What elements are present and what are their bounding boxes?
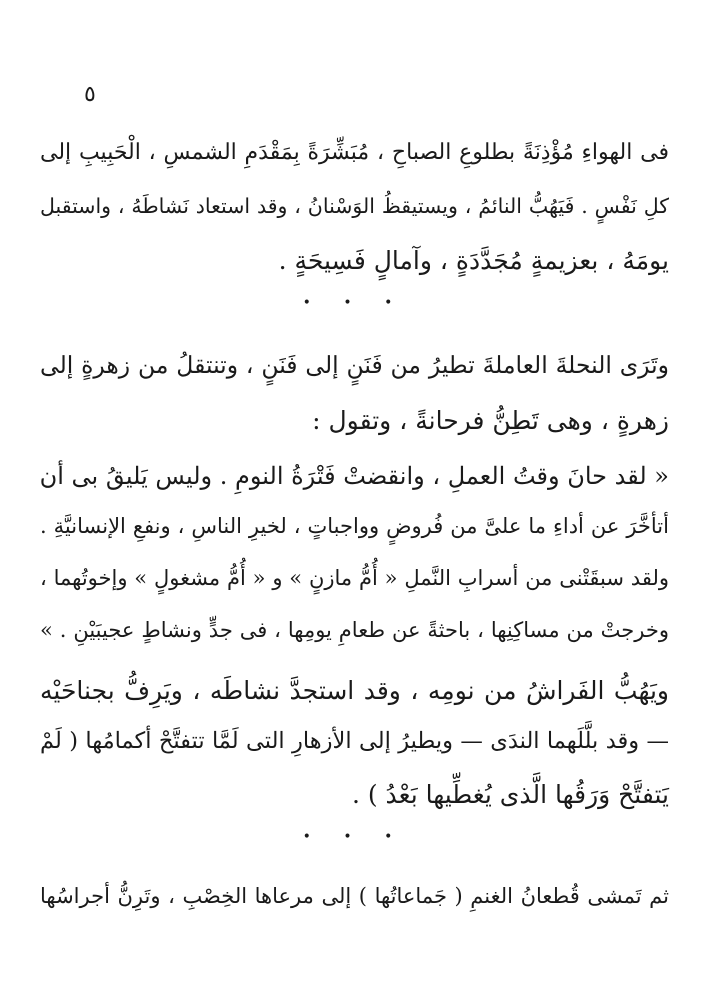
- paragraph-3-line-1: « لقد حانَ وقتُ العملِ ، وانقضتْ فَتْرَةُ النومِ . وليس يَليقُ بى أن: [39, 462, 669, 490]
- paragraph-3-line-3: ولقد سبقَتْنى من أسرابِ النَّملِ « أُمُّ مازنٍ » و « أُمُّ مشغولٍ » وإخوتُهما ،: [40, 566, 669, 590]
- paragraph-1-line-1: فى الهواءِ مُؤْذِنَةً بطلوعِ الصباحِ ، مُبَشِّرَةً بِمَقْدَمِ الشمسِ ، الْحَبِيبِ إلى: [40, 140, 669, 165]
- paragraph-1-line-3: يومَهُ ، بعزيمةٍ مُجَدَّدَةٍ ، وآمالٍ فَسِيحَةٍ .: [278, 246, 669, 275]
- paragraph-1-line-2: كلِ نَفْسٍ . فَيَهُبُّ النائمُ ، ويستيقظُ الوَسْنانُ ، وقد استعاد نَشاطَهُ ، واستقبل: [40, 194, 669, 218]
- paragraph-2-line-1: وتَرَى النحلةَ العاملةَ تطيرُ من فَنَنٍ إلى فَنَنٍ ، وتنتقلُ من زهرةٍ إلى: [40, 351, 669, 379]
- section-separator-2: • • •: [302, 829, 407, 845]
- paragraph-4-line-2: — وقد بلَّلَهما الندَى — ويطيرُ إلى الأزهارِ التى لَمَّا تتفتَّحْ أكمامُها ( لَمْ: [40, 728, 669, 754]
- paragraph-3-line-4: وخرجتْ من مساكِنِها ، باحثةً عن طعامِ يومِها ، فى جدٍّ ونشاطٍ عجيبَيْنِ . »: [40, 618, 669, 642]
- paragraph-3-line-2: أتأخَّرَ عن أداءِ ما علىَّ من فُروضٍ وواجباتٍ ، لخيرِ الناسِ ، ونفعِ الإنسانيَّةِ .: [40, 514, 669, 538]
- paragraph-5-line-1: ثم تَمشى قُطعانُ الغنمِ ( جَماعاتُها ) إلى مرعاها الخِصْبِ ، وتَرِنُّ أجراسُها: [40, 884, 669, 908]
- paragraph-4-line-1: ويَهُبُّ الفَراشُ من نومِه ، وقد استجدَّ نشاطَه ، ويَرِفُّ بجناحَيْه: [40, 676, 669, 705]
- section-separator-1: • • •: [302, 295, 407, 311]
- page-number: ٥: [84, 82, 96, 107]
- paragraph-2-line-2: زهرةٍ ، وهى تَطِنُّ فرحانةً ، وتقول :: [312, 406, 669, 435]
- paragraph-4-line-3: يَتفتَّحْ وَرَقُها الَّذى يُغطِّيها بَعْدُ ) .: [351, 780, 669, 809]
